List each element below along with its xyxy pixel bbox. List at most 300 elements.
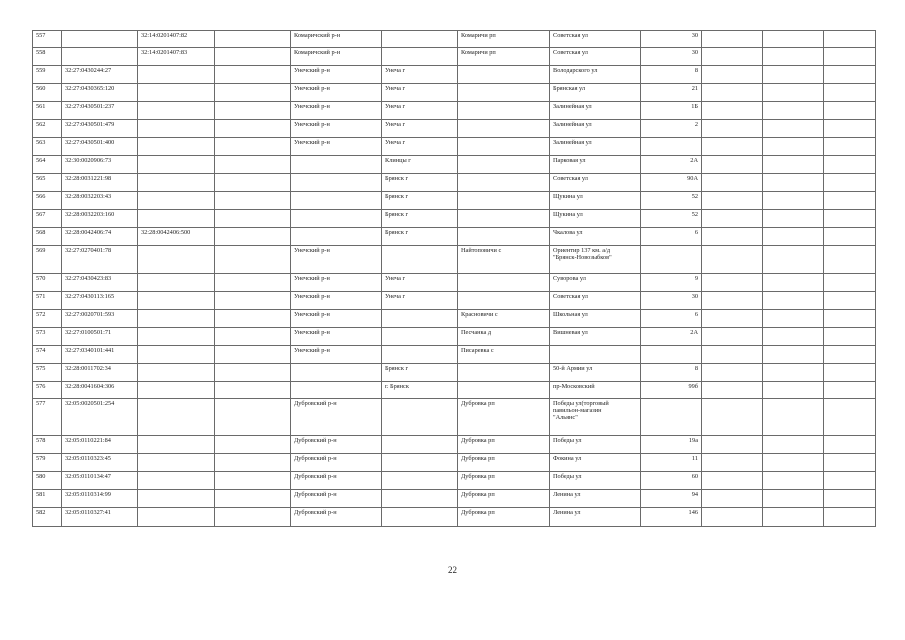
- cadastral-number-2-cell: 32:14:0201407:83: [138, 48, 215, 66]
- cadastral-number-cell: 32:27:0430501:400: [62, 138, 138, 156]
- settlement-cell: Писаревка с: [458, 346, 550, 364]
- street-cell: 50-й Армии ул: [550, 364, 641, 382]
- empty-cell: [215, 490, 291, 508]
- table-row: [33, 31, 876, 48]
- district-cell: Дубровский р-н: [291, 454, 382, 472]
- row-number-cell: 576: [33, 382, 62, 399]
- empty-cell: [702, 436, 763, 454]
- empty-cell: [763, 228, 824, 246]
- empty-cell: [824, 310, 876, 328]
- empty-cell: [702, 454, 763, 472]
- cadastral-number-cell: 32:27:0430365:120: [62, 84, 138, 102]
- table-row: [33, 292, 876, 310]
- empty-cell: [215, 138, 291, 156]
- table-row: [33, 156, 876, 174]
- cadastral-number-cell: 32:28:0041604:306: [62, 382, 138, 399]
- city-cell: [382, 490, 458, 508]
- cadastral-number-2-cell: [138, 156, 215, 174]
- empty-cell: [763, 210, 824, 228]
- city-cell: Брянск г: [382, 174, 458, 192]
- cadastral-number-cell: [62, 48, 138, 66]
- empty-cell: [215, 454, 291, 472]
- city-cell: Унеча г: [382, 66, 458, 84]
- district-cell: [291, 174, 382, 192]
- empty-cell: [215, 228, 291, 246]
- empty-cell: [702, 490, 763, 508]
- district-cell: Унечский р-н: [291, 310, 382, 328]
- table-row: [33, 246, 876, 274]
- empty-cell: [702, 174, 763, 192]
- empty-cell: [763, 399, 824, 436]
- empty-cell: [215, 48, 291, 66]
- row-number-cell: 578: [33, 436, 62, 454]
- empty-cell: [824, 364, 876, 382]
- cadastral-number-cell: 32:05:0110221:84: [62, 436, 138, 454]
- district-cell: Унечский р-н: [291, 246, 382, 274]
- table-row: [33, 84, 876, 102]
- settlement-cell: Найтоповичи с: [458, 246, 550, 274]
- cadastral-number-2-cell: [138, 210, 215, 228]
- settlement-cell: Дубровка рп: [458, 436, 550, 454]
- empty-cell: [702, 246, 763, 274]
- row-number-cell: 575: [33, 364, 62, 382]
- empty-cell: [702, 310, 763, 328]
- district-cell: Комаричский р-н: [291, 31, 382, 48]
- empty-cell: [763, 192, 824, 210]
- city-cell: [382, 246, 458, 274]
- empty-cell: [702, 292, 763, 310]
- street-cell: Советская ул: [550, 292, 641, 310]
- row-number-cell: 574: [33, 346, 62, 364]
- empty-cell: [763, 490, 824, 508]
- cadastral-number-2-cell: [138, 174, 215, 192]
- house-number-cell: 21: [641, 84, 702, 102]
- city-cell: [382, 508, 458, 527]
- empty-cell: [702, 66, 763, 84]
- cadastral-number-2-cell: [138, 102, 215, 120]
- district-cell: Унечский р-н: [291, 274, 382, 292]
- settlement-cell: [458, 210, 550, 228]
- city-cell: Брянск г: [382, 210, 458, 228]
- empty-cell: [215, 310, 291, 328]
- cadastral-number-2-cell: 32:28:0042406:500: [138, 228, 215, 246]
- empty-cell: [702, 346, 763, 364]
- empty-cell: [763, 454, 824, 472]
- city-cell: [382, 31, 458, 48]
- street-cell: Володарского ул: [550, 66, 641, 84]
- cadastral-number-cell: 32:27:0430113:165: [62, 292, 138, 310]
- empty-cell: [702, 192, 763, 210]
- street-cell: Щукина ул: [550, 192, 641, 210]
- row-number-cell: 581: [33, 490, 62, 508]
- street-cell: Брянская ул: [550, 84, 641, 102]
- empty-cell: [215, 84, 291, 102]
- cadastral-number-2-cell: [138, 120, 215, 138]
- cadastral-number-2-cell: [138, 192, 215, 210]
- empty-cell: [702, 472, 763, 490]
- empty-cell: [763, 382, 824, 399]
- settlement-cell: Красновичи с: [458, 310, 550, 328]
- empty-cell: [702, 138, 763, 156]
- district-cell: Дубровский р-н: [291, 436, 382, 454]
- empty-cell: [702, 84, 763, 102]
- table-row: [33, 138, 876, 156]
- district-cell: [291, 192, 382, 210]
- empty-cell: [824, 346, 876, 364]
- district-cell: Унечский р-н: [291, 292, 382, 310]
- settlement-cell: [458, 156, 550, 174]
- empty-cell: [702, 382, 763, 399]
- street-cell: [550, 346, 641, 364]
- street-cell: Залинейная ул: [550, 138, 641, 156]
- cadastral-number-cell: 32:28:0011702:34: [62, 364, 138, 382]
- empty-cell: [763, 364, 824, 382]
- cadastral-number-2-cell: [138, 84, 215, 102]
- district-cell: Дубровский р-н: [291, 472, 382, 490]
- house-number-cell: 30: [641, 292, 702, 310]
- house-number-cell: 1Б: [641, 102, 702, 120]
- cadastral-number-2-cell: [138, 436, 215, 454]
- empty-cell: [702, 31, 763, 48]
- empty-cell: [824, 472, 876, 490]
- empty-cell: [215, 246, 291, 274]
- city-cell: Унеча г: [382, 102, 458, 120]
- cadastral-number-2-cell: [138, 292, 215, 310]
- cadastral-number-2-cell: [138, 346, 215, 364]
- street-cell: пр-Московский: [550, 382, 641, 399]
- empty-cell: [702, 364, 763, 382]
- cadastral-number-cell: [62, 31, 138, 48]
- empty-cell: [763, 472, 824, 490]
- city-cell: Унеча г: [382, 138, 458, 156]
- empty-cell: [763, 328, 824, 346]
- table-row: [33, 228, 876, 246]
- street-cell: Щукина ул: [550, 210, 641, 228]
- cadastral-number-2-cell: [138, 138, 215, 156]
- district-cell: Унечский р-н: [291, 102, 382, 120]
- cadastral-number-2-cell: 32:14:0201407:82: [138, 31, 215, 48]
- city-cell: Брянск г: [382, 192, 458, 210]
- cadastral-number-2-cell: [138, 490, 215, 508]
- street-cell: Ориентир 137 км. а/д "Брянск-Новозыбков": [550, 246, 641, 274]
- district-cell: Унечский р-н: [291, 328, 382, 346]
- row-number-cell: 561: [33, 102, 62, 120]
- street-cell: Советская ул: [550, 48, 641, 66]
- house-number-cell: 94: [641, 490, 702, 508]
- empty-cell: [824, 328, 876, 346]
- empty-cell: [215, 120, 291, 138]
- row-number-cell: 571: [33, 292, 62, 310]
- row-number-cell: 570: [33, 274, 62, 292]
- empty-cell: [824, 174, 876, 192]
- house-number-cell: 6: [641, 228, 702, 246]
- house-number-cell: 30: [641, 48, 702, 66]
- cadastral-number-2-cell: [138, 274, 215, 292]
- district-cell: Дубровский р-н: [291, 399, 382, 436]
- district-cell: [291, 382, 382, 399]
- empty-cell: [763, 156, 824, 174]
- street-cell: Залинейная ул: [550, 102, 641, 120]
- settlement-cell: [458, 228, 550, 246]
- empty-cell: [215, 472, 291, 490]
- empty-cell: [824, 490, 876, 508]
- table-row: [33, 66, 876, 84]
- street-cell: Победы ул: [550, 436, 641, 454]
- settlement-cell: Дубровка рп: [458, 454, 550, 472]
- street-cell: Ленина ул: [550, 490, 641, 508]
- district-cell: Унечский р-н: [291, 138, 382, 156]
- table-row: [33, 120, 876, 138]
- cadastral-number-cell: 32:30:0020906:73: [62, 156, 138, 174]
- row-number-cell: 566: [33, 192, 62, 210]
- settlement-cell: [458, 292, 550, 310]
- empty-cell: [824, 454, 876, 472]
- empty-cell: [215, 292, 291, 310]
- house-number-cell: 90А: [641, 174, 702, 192]
- city-cell: [382, 346, 458, 364]
- settlement-cell: Дубровка рп: [458, 490, 550, 508]
- row-number-cell: 560: [33, 84, 62, 102]
- empty-cell: [824, 138, 876, 156]
- street-cell: Школьная ул: [550, 310, 641, 328]
- cadastral-number-2-cell: [138, 399, 215, 436]
- empty-cell: [824, 192, 876, 210]
- cadastral-number-2-cell: [138, 382, 215, 399]
- district-cell: [291, 156, 382, 174]
- empty-cell: [215, 328, 291, 346]
- table-row: [33, 490, 876, 508]
- empty-cell: [702, 48, 763, 66]
- house-number-cell: 146: [641, 508, 702, 527]
- row-number-cell: 573: [33, 328, 62, 346]
- cadastral-number-cell: 32:05:0110314:99: [62, 490, 138, 508]
- empty-cell: [824, 508, 876, 527]
- city-cell: [382, 436, 458, 454]
- district-cell: Комаричский р-н: [291, 48, 382, 66]
- empty-cell: [215, 382, 291, 399]
- cadastral-number-cell: 32:27:0270401:78: [62, 246, 138, 274]
- city-cell: [382, 472, 458, 490]
- cadastral-number-cell: 32:05:0020501:254: [62, 399, 138, 436]
- empty-cell: [702, 508, 763, 527]
- empty-cell: [763, 346, 824, 364]
- empty-cell: [763, 31, 824, 48]
- cadastral-number-cell: 32:28:0042406:74: [62, 228, 138, 246]
- empty-cell: [215, 156, 291, 174]
- row-number-cell: 568: [33, 228, 62, 246]
- empty-cell: [702, 120, 763, 138]
- settlement-cell: Дубровка рп: [458, 399, 550, 436]
- city-cell: Брянск г: [382, 364, 458, 382]
- row-number-cell: 577: [33, 399, 62, 436]
- district-cell: Дубровский р-н: [291, 508, 382, 527]
- settlement-cell: [458, 382, 550, 399]
- page-number: 22: [448, 565, 457, 575]
- settlement-cell: [458, 66, 550, 84]
- street-cell: Фокина ул: [550, 454, 641, 472]
- house-number-cell: 9: [641, 274, 702, 292]
- table-row: [33, 472, 876, 490]
- cadastral-number-cell: 32:27:0430501:479: [62, 120, 138, 138]
- empty-cell: [824, 292, 876, 310]
- empty-cell: [763, 436, 824, 454]
- empty-cell: [702, 328, 763, 346]
- street-cell: Советская ул: [550, 31, 641, 48]
- table-row: [33, 399, 876, 436]
- city-cell: Унеча г: [382, 84, 458, 102]
- street-cell: Парковая ул: [550, 156, 641, 174]
- empty-cell: [702, 210, 763, 228]
- empty-cell: [824, 156, 876, 174]
- cadastral-number-cell: 32:28:0032203:43: [62, 192, 138, 210]
- district-cell: Унечский р-н: [291, 346, 382, 364]
- settlement-cell: Дубровка рп: [458, 508, 550, 527]
- cadastral-number-2-cell: [138, 454, 215, 472]
- house-number-cell: 2А: [641, 328, 702, 346]
- house-number-cell: 2А: [641, 156, 702, 174]
- house-number-cell: 60: [641, 472, 702, 490]
- street-cell: Победы ул: [550, 472, 641, 490]
- district-cell: Дубровский р-н: [291, 490, 382, 508]
- row-number-cell: 580: [33, 472, 62, 490]
- empty-cell: [763, 274, 824, 292]
- empty-cell: [215, 174, 291, 192]
- row-number-cell: 565: [33, 174, 62, 192]
- cadastral-number-cell: 32:05:0110323:45: [62, 454, 138, 472]
- house-number-cell: 30: [641, 31, 702, 48]
- empty-cell: [702, 156, 763, 174]
- settlement-cell: [458, 84, 550, 102]
- settlement-cell: [458, 120, 550, 138]
- empty-cell: [824, 31, 876, 48]
- cadastral-number-2-cell: [138, 66, 215, 84]
- row-number-cell: 572: [33, 310, 62, 328]
- table-row: [33, 174, 876, 192]
- district-cell: [291, 210, 382, 228]
- settlement-cell: Комаричи рп: [458, 48, 550, 66]
- district-cell: Унечский р-н: [291, 120, 382, 138]
- table-row: [33, 364, 876, 382]
- row-number-cell: 582: [33, 508, 62, 527]
- empty-cell: [763, 102, 824, 120]
- cadastral-number-cell: 32:27:0430501:237: [62, 102, 138, 120]
- street-cell: Суворова ул: [550, 274, 641, 292]
- row-number-cell: 563: [33, 138, 62, 156]
- row-number-cell: 569: [33, 246, 62, 274]
- table-row: [33, 382, 876, 399]
- empty-cell: [702, 399, 763, 436]
- settlement-cell: [458, 138, 550, 156]
- empty-cell: [215, 436, 291, 454]
- district-cell: [291, 364, 382, 382]
- empty-cell: [763, 246, 824, 274]
- cadastral-number-2-cell: [138, 472, 215, 490]
- cadastral-number-cell: 32:27:0340101:441: [62, 346, 138, 364]
- empty-cell: [824, 48, 876, 66]
- empty-cell: [824, 84, 876, 102]
- cadastral-number-cell: 32:05:0110134:47: [62, 472, 138, 490]
- city-cell: [382, 310, 458, 328]
- row-number-cell: 567: [33, 210, 62, 228]
- street-cell: Вишневая ул: [550, 328, 641, 346]
- settlement-cell: [458, 192, 550, 210]
- empty-cell: [215, 31, 291, 48]
- register-table: [32, 30, 876, 527]
- empty-cell: [824, 382, 876, 399]
- cadastral-number-2-cell: [138, 328, 215, 346]
- empty-cell: [763, 66, 824, 84]
- cadastral-number-cell: 32:28:0031221:98: [62, 174, 138, 192]
- district-cell: Унечский р-н: [291, 84, 382, 102]
- street-cell: Победы ул(торговый павильон-магазин "Альянс": [550, 399, 641, 436]
- cadastral-number-cell: 32:27:0020701:593: [62, 310, 138, 328]
- empty-cell: [215, 192, 291, 210]
- city-cell: г. Брянск: [382, 382, 458, 399]
- cadastral-number-2-cell: [138, 364, 215, 382]
- house-number-cell: 11: [641, 454, 702, 472]
- city-cell: [382, 328, 458, 346]
- settlement-cell: [458, 274, 550, 292]
- empty-cell: [215, 508, 291, 527]
- house-number-cell: 6: [641, 310, 702, 328]
- empty-cell: [824, 274, 876, 292]
- row-number-cell: 564: [33, 156, 62, 174]
- house-number-cell: 8: [641, 364, 702, 382]
- empty-cell: [824, 246, 876, 274]
- cadastral-number-cell: 32:05:0110327:41: [62, 508, 138, 527]
- empty-cell: [824, 228, 876, 246]
- empty-cell: [824, 66, 876, 84]
- city-cell: Унеча г: [382, 274, 458, 292]
- row-number-cell: 557: [33, 31, 62, 48]
- city-cell: Клинцы г: [382, 156, 458, 174]
- table-row: [33, 436, 876, 454]
- house-number-cell: [641, 246, 702, 274]
- street-cell: Советская ул: [550, 174, 641, 192]
- empty-cell: [763, 292, 824, 310]
- street-cell: Залинейная ул: [550, 120, 641, 138]
- row-number-cell: 558: [33, 48, 62, 66]
- settlement-cell: [458, 364, 550, 382]
- house-number-cell: 99б: [641, 382, 702, 399]
- empty-cell: [702, 228, 763, 246]
- house-number-cell: 2: [641, 120, 702, 138]
- table-row: [33, 192, 876, 210]
- empty-cell: [215, 364, 291, 382]
- settlement-cell: Дубровка рп: [458, 472, 550, 490]
- house-number-cell: 19а: [641, 436, 702, 454]
- empty-cell: [763, 174, 824, 192]
- empty-cell: [702, 274, 763, 292]
- city-cell: Унеча г: [382, 120, 458, 138]
- table-row: [33, 310, 876, 328]
- empty-cell: [215, 346, 291, 364]
- empty-cell: [824, 399, 876, 436]
- table-row: [33, 346, 876, 364]
- cadastral-number-2-cell: [138, 246, 215, 274]
- city-cell: Унеча г: [382, 292, 458, 310]
- table-row: [33, 102, 876, 120]
- empty-cell: [824, 120, 876, 138]
- table-row: [33, 454, 876, 472]
- empty-cell: [763, 138, 824, 156]
- district-cell: [291, 228, 382, 246]
- cadastral-number-cell: 32:27:0430423:83: [62, 274, 138, 292]
- city-cell: [382, 48, 458, 66]
- city-cell: [382, 399, 458, 436]
- table-row: [33, 48, 876, 66]
- empty-cell: [702, 102, 763, 120]
